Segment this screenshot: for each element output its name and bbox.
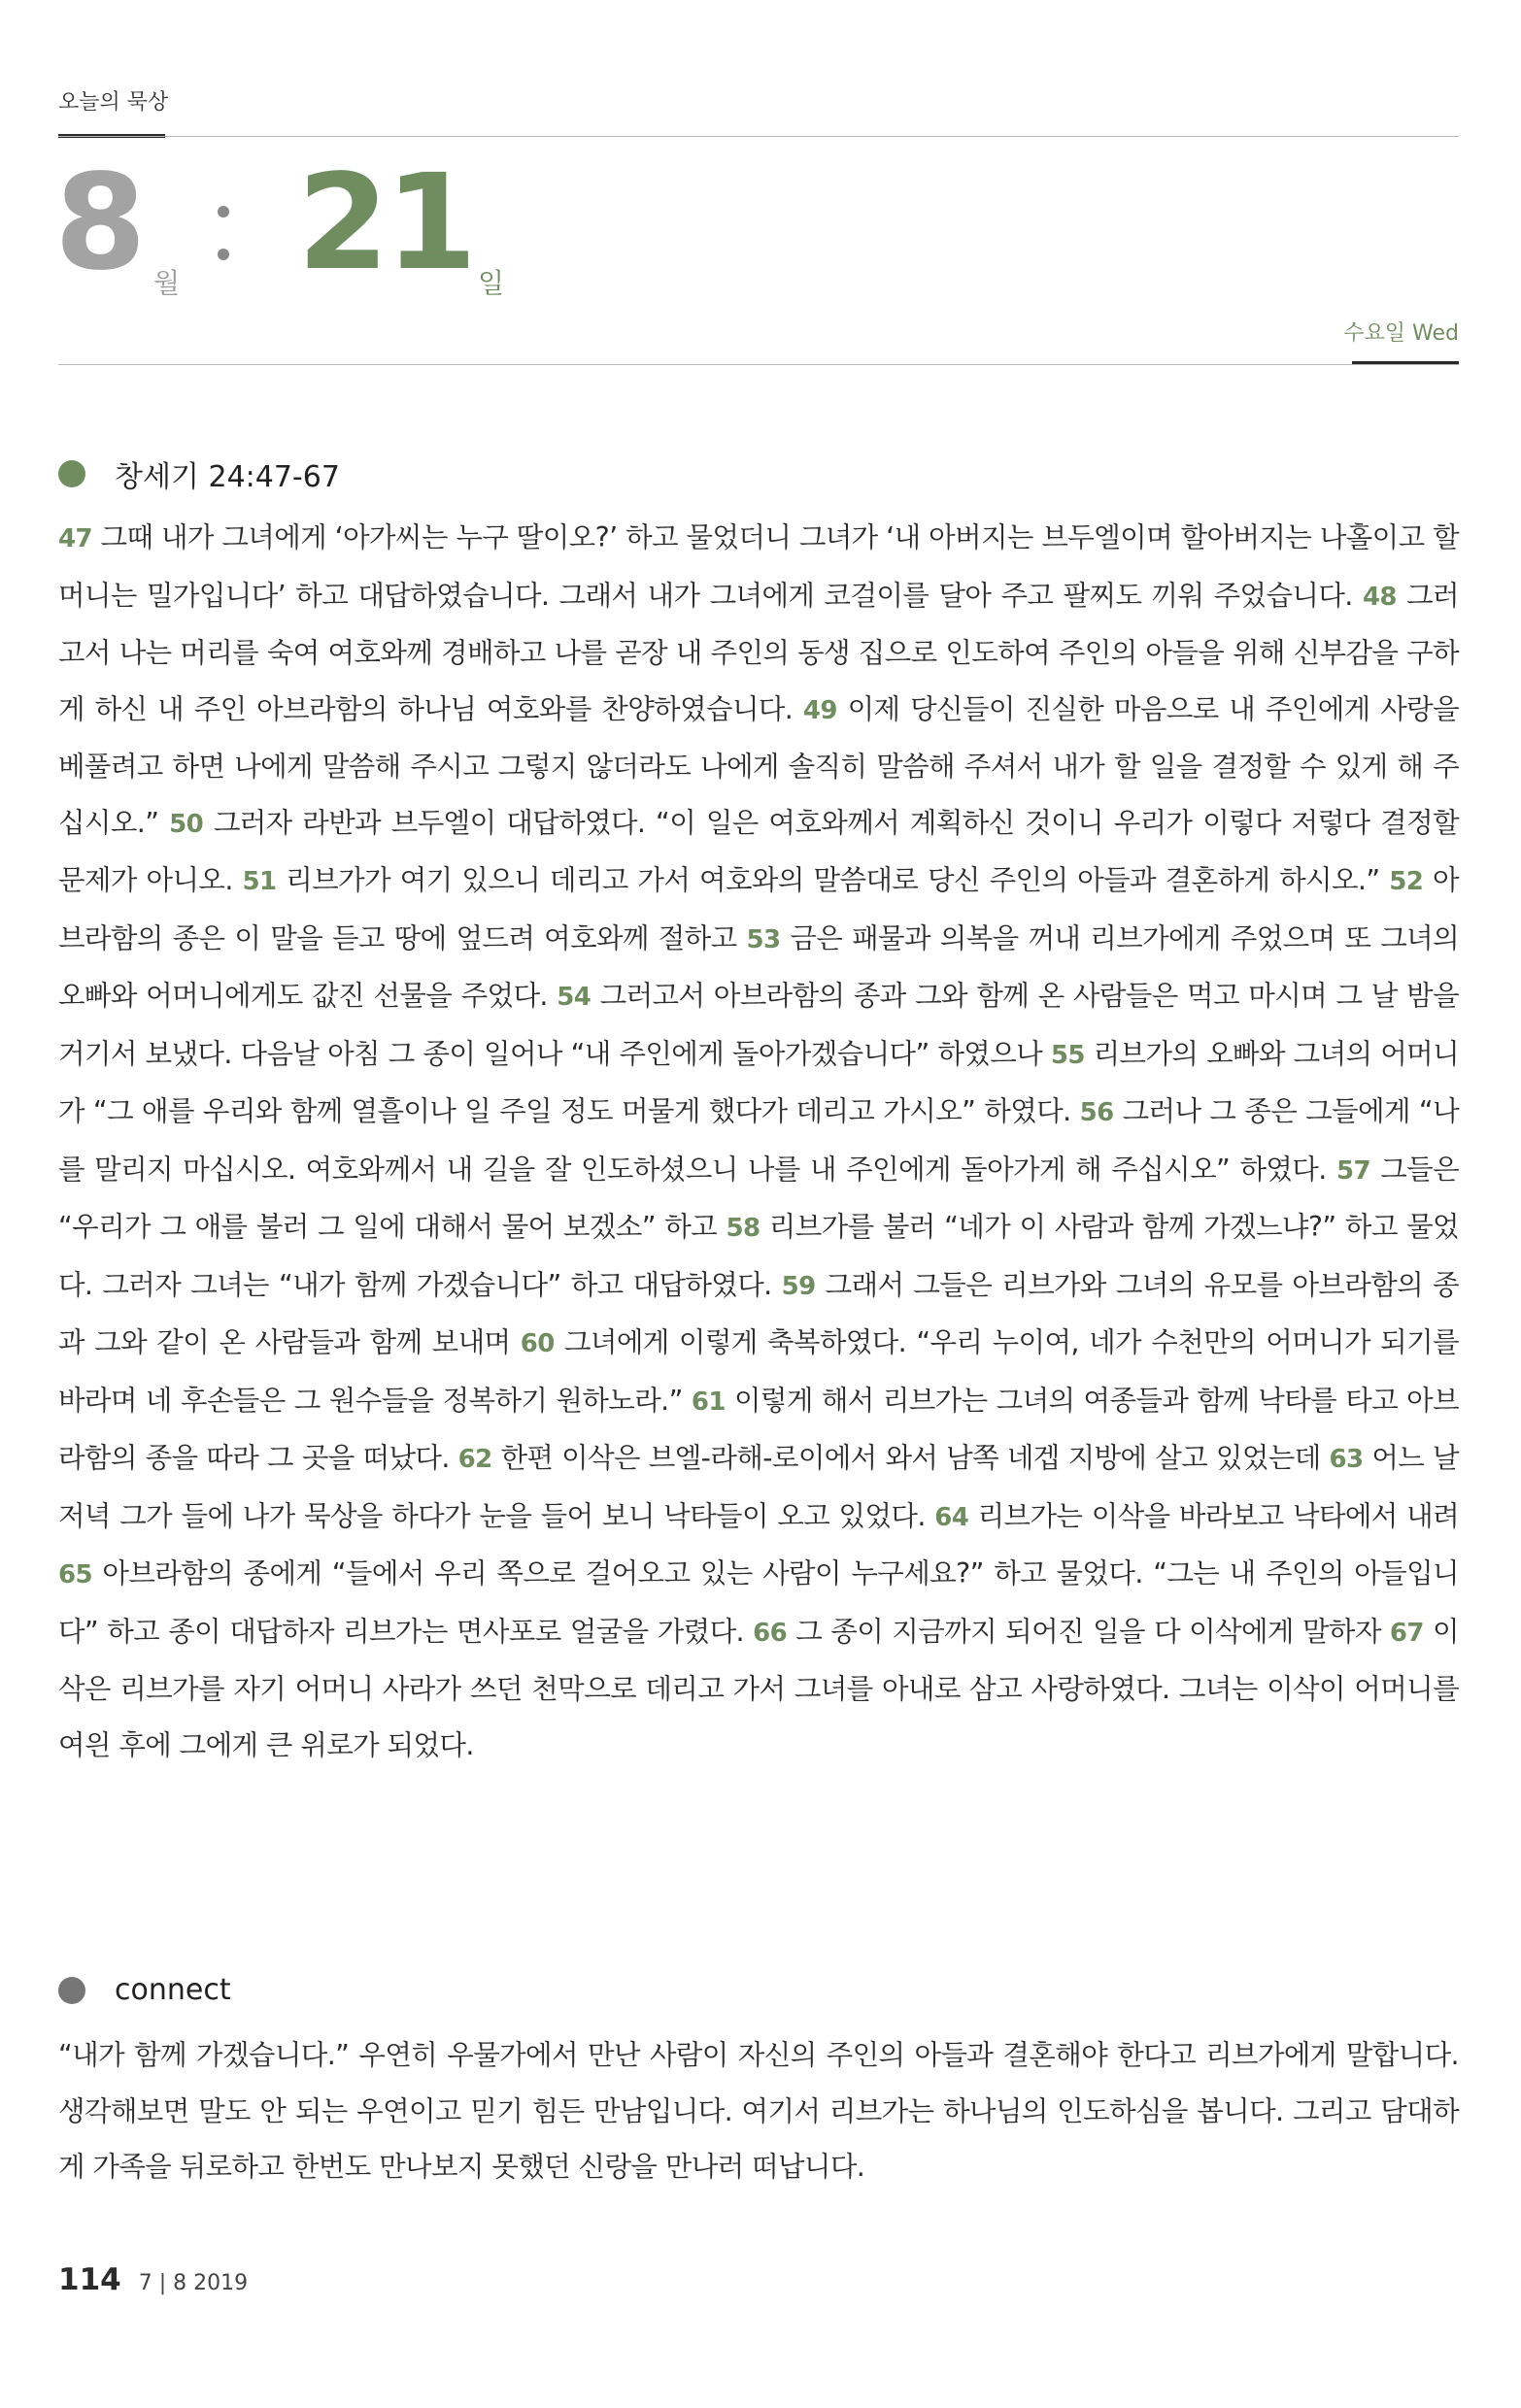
connect-title: connect	[115, 1973, 231, 2007]
verse-number: 56	[1079, 1098, 1114, 1127]
connect-body: “내가 함께 가겠습니다.” 우연히 우물가에서 만난 사람이 자신의 주인의 아들과 결혼해야 한다고 리브가에게 말합니다. 생각해보면 말도 안 되는 우연이고 믿기 힘든 만남입니다. 여기서 리브가는 하나님의 인도하심을 봅니다. 그리고 담대하게 가족을 뒤로하고 한번도 만나보지 못했던 신랑을 만나러 떠납니다.	[58, 2039, 1459, 2183]
verse-number: 48	[1362, 582, 1397, 612]
verse-text: 이삭은 리브가를 자기 어머니 사라가 쓰던 천막으로 데리고 가서 그녀를 아내로 삼고 사랑하였다. 그녀는 이삭이 어머니를 여읜 후에 그에게 큰 위로가 되었다.	[58, 1615, 1459, 1761]
verse-number: 65	[58, 1560, 92, 1589]
verse-number: 52	[1389, 867, 1424, 896]
verse-text: 금은 패물과 의복을 꺼내 리브가에게 주었으며 또 그녀의 오빠와 어머니에게도 값진 선물을 주었다.	[58, 921, 1459, 1012]
verse-number: 54	[557, 983, 592, 1012]
verse-text: 리브가가 여기 있으니 데리고 가서 여호와의 말씀대로 당신 주인의 아들과 결혼하게 하시오.”	[286, 864, 1380, 896]
scripture-reference: 창세기 24:47-67	[115, 460, 340, 494]
page-footer	[58, 2262, 248, 2297]
date-divider	[58, 364, 1459, 365]
verse-text: 한편 이삭은 브엘-라해-로이에서 와서 남쪽 네겝 지방에 살고 있었는데	[500, 1442, 1321, 1474]
verse-number: 55	[1050, 1040, 1085, 1070]
verse-text: 리브가는 이삭을 바라보고 낙타에서 내려	[977, 1499, 1459, 1532]
verse-text: 그러자 라반과 브두엘이 대답하였다. “이 일은 여호와께서 계획하신 것이니 우리가 이렇다 저렇다 결정할 문제가 아니오.	[58, 806, 1459, 896]
verse-number: 61	[691, 1387, 726, 1417]
issue-date: 7 | 8 2019	[138, 2271, 249, 2295]
page-number: 114	[58, 2262, 121, 2297]
date-separator	[218, 200, 231, 268]
month-number: 8	[54, 147, 143, 300]
verse-text: 그래서 그들은 리브가와 그녀의 유모를 아브라함의 종과 그와 같이 온 사람들과 함께 보내며	[58, 1268, 1459, 1358]
verse-number: 53	[746, 924, 781, 954]
verse-text: 어느 날 저녁 그가 들에 나가 묵상을 하다가 눈을 들어 보니 낙타들이 오고 있었다.	[58, 1442, 1459, 1532]
weekday-label: 수요일 Wed	[1343, 321, 1459, 346]
connect-heading	[58, 1973, 231, 2007]
month-unit: 월	[153, 267, 181, 299]
verse-number: 50	[169, 809, 204, 839]
verse-number: 63	[1329, 1445, 1364, 1474]
verse-text: 그들은 “우리가 그 애를 불러 그 일에 대해서 물어 보겠소” 하고	[58, 1153, 1460, 1243]
verse-text: 그러나 그 종은 그들에게 “나를 말리지 마십시오. 여호와께서 내 길을 잘 인도하셨으니 나를 내 주인에게 돌아가게 해 주십시오” 하였다.	[58, 1095, 1459, 1186]
verse-number: 47	[58, 524, 92, 553]
verse-number: 58	[726, 1214, 760, 1243]
verse-number: 49	[802, 695, 837, 725]
day-number: 21	[297, 147, 474, 300]
verse-text: 그녀에게 이렇게 축복하였다. “우리 누이여, 네가 수천만의 어머니가 되기를 바라며 네 후손들은 그 원수들을 정복하기 원하노라.”	[58, 1326, 1459, 1417]
verse-number: 62	[457, 1445, 492, 1474]
verse-text: 이제 당신들이 진실한 마음으로 내 주인에게 사랑을 베풀려고 하면 나에게 말씀해 주시고 그렇지 않더라도 나에게 솔직히 말씀해 주셔서 내가 할 일을 결정할 수 있게 해 주십시오.”	[58, 692, 1459, 839]
verse-number: 64	[934, 1502, 969, 1532]
verse-number: 60	[520, 1329, 555, 1358]
scripture-passage	[58, 510, 1459, 1773]
verse-text: 그 종이 지금까지 되어진 일을 다 이삭에게 말하자	[795, 1615, 1381, 1648]
verse-text: 리브가를 불러 “네가 이 사람과 함께 가겠느냐?” 하고 물었다. 그러자 그녀는 “내가 함께 가겠습니다” 하고 대답하였다.	[58, 1211, 1459, 1301]
verse-number: 59	[781, 1271, 816, 1301]
verse-number: 51	[242, 867, 277, 896]
bullet-dot-icon	[58, 460, 85, 487]
bullet-dot-icon	[58, 1977, 85, 2004]
verse-text: 아브라함의 종은 이 말을 듣고 땅에 엎드려 여호와께 절하고	[58, 864, 1459, 954]
day-unit: 일	[478, 267, 505, 299]
verse-text: 이렇게 해서 리브가는 그녀의 여종들과 함께 낙타를 타고 아브라함의 종을 따라 그 곳을 떠났다.	[58, 1384, 1460, 1474]
verse-text: 그때 내가 그녀에게 ‘아가씨는 누구 딸이오?’ 하고 물었더니 그녀가 ‘내 아버지는 브두엘이며 할아버지는 나홀이고 할머니는 밀가입니다’ 하고 대답하였습니다. 그래서 내가 그녀에게 코걸이를 달아 주고 팔찌도 끼워 주었습니다.	[58, 521, 1459, 612]
verse-number: 67	[1389, 1618, 1424, 1648]
scripture-heading	[58, 452, 340, 495]
verse-text: 그러고서 아브라함의 종과 그와 함께 온 사람들은 먹고 마시며 그 날 밤을 거기서 보냈다. 다음날 아침 그 종이 일어나 “내 주인에게 돌아가겠습니다” 하였으나	[58, 980, 1459, 1070]
verse-text: 아브라함의 종에게 “들에서 우리 쪽으로 걸어오고 있는 사람이 누구세요?” 하고 물었다. “그는 내 주인의 아들입니다” 하고 종이 대답하자 리브가는 면사포로 얼굴을 가렸다.	[58, 1557, 1459, 1648]
verse-text: 그러고서 나는 머리를 숙여 여호와께 경배하고 나를 곧장 내 주인의 동생 집으로 인도하여 주인의 아들을 위해 신부감을 구하게 하신 내 주인 아브라함의 하나님 여호와를 찬양하였습니다.	[58, 579, 1459, 725]
verse-text: 리브가의 오빠와 그녀의 어머니가 “그 애를 우리와 함께 열흘이나 일 주일 정도 머물게 했다가 데리고 가시오” 하였다.	[58, 1037, 1460, 1127]
verse-number: 66	[753, 1618, 788, 1648]
section-label: 오늘의 묵상	[58, 90, 169, 115]
verse-number: 57	[1335, 1155, 1370, 1186]
header-divider	[58, 136, 1459, 137]
